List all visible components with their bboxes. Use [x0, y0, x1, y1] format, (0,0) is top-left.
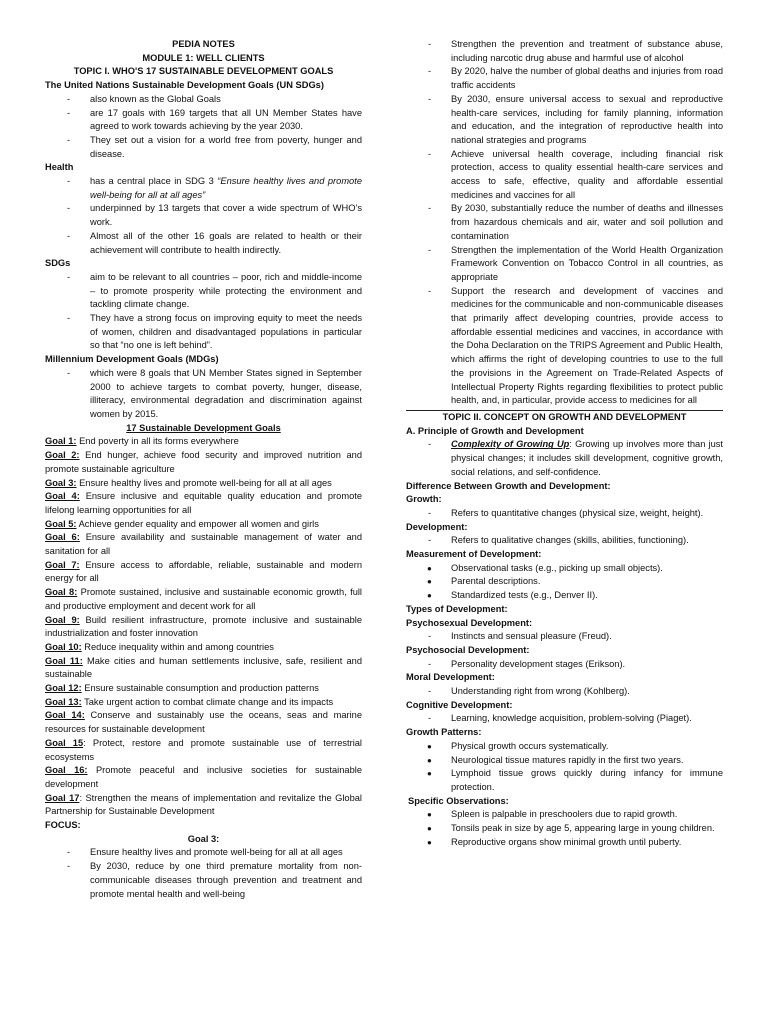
- goal-item: [45, 559, 362, 586]
- goal-item: [45, 682, 362, 696]
- complexity-label: Complexity of Growing Up: [451, 439, 570, 450]
- goal-text: Ensure healthy lives and promote well-being for all at all ages: [76, 477, 332, 488]
- goal-label: Goal 5:: [45, 518, 77, 529]
- module-title: MODULE 1: WELL CLIENTS: [142, 52, 265, 63]
- list-item: - are 17 goals with 169 targets that all UN Member States have agreed to work towards achieving by the year 2030.: [45, 107, 362, 134]
- cognitive-list: [406, 712, 723, 726]
- difference-heading: Difference Between Growth and Development:: [406, 480, 611, 491]
- topic-two-title: TOPIC II. CONCEPT ON GROWTH AND DEVELOPMENT: [442, 411, 687, 422]
- goal-item: [45, 449, 362, 476]
- goal-label: Goal 1:: [45, 436, 77, 447]
- goal-text: Achieve gender equality and empower all women and girls: [76, 518, 319, 529]
- goal-text: End poverty in all its forms everywhere: [76, 436, 239, 447]
- health-list: [45, 175, 362, 257]
- goal-label: Goal 12:: [45, 683, 82, 694]
- list-item: - which were 8 goals that UN Member States signed in September 2000 to achieve targets to combat poverty, hunger, disease, illiteracy, environmental degradation and discrimination against women by 2015.: [45, 367, 362, 422]
- goal-label: Goal 10:: [45, 641, 82, 652]
- list-item: ● Spleen is palpable in preschoolers due to rapid growth.: [406, 808, 723, 822]
- list-item-text: has a central place in SDG 3: [90, 176, 218, 187]
- goal-label: Goal 2:: [45, 450, 80, 461]
- goal-text: Ensure access to affordable, reliable, sustainable and modern energy for all: [45, 559, 362, 584]
- goal-text: Reduce inequality within and among countries: [81, 641, 274, 652]
- goal-item: [45, 737, 362, 764]
- goal-item: [45, 709, 362, 736]
- goal-item: [45, 586, 362, 613]
- goal-text: Build resilient infrastructure, promote inclusive and sustainable industrialization and foster innovation: [45, 614, 362, 639]
- list-item: - Strengthen the implementation of the World Health Organization Framework Convention on Tobacco Control in all countries, as appropriate: [406, 244, 723, 285]
- list-item: - Refers to qualitative changes (skills, abilities, functioning).: [406, 534, 723, 548]
- goal-item: [45, 764, 362, 791]
- goal-text: Make cities and human settlements inclusive, safe, resilient and sustainable: [45, 655, 362, 680]
- list-item: ● Lymphoid tissue grows quickly during infancy for immune protection.: [406, 767, 723, 794]
- cognitive-heading: Cognitive Development:: [406, 699, 513, 710]
- goal-label: Goal 11:: [45, 655, 83, 666]
- list-item: ● Tonsils peak in size by age 5, appearing large in young children.: [406, 822, 723, 836]
- sdgs-heading: SDGs: [45, 258, 71, 269]
- goal-item: [45, 490, 362, 517]
- goal-text: End hunger, achieve food security and improved nutrition and promote sustainable agriculture: [45, 450, 362, 474]
- psychosocial-list: [406, 658, 723, 672]
- list-item: ● Neurological tissue matures rapidly in the first two years.: [406, 754, 723, 768]
- mdgs-list: [45, 367, 362, 422]
- list-item: - By 2030, substantially reduce the number of deaths and illnesses from hazardous chemicals and air, water and soil pollution and contamination: [406, 202, 723, 243]
- goal-text: Ensure inclusive and equitable quality education and promote lifelong learning opportunities for all: [45, 491, 362, 515]
- goal-text: Ensure sustainable consumption and production patterns: [81, 683, 319, 694]
- goal-item: [45, 655, 362, 682]
- goal-label: Goal 8:: [45, 587, 78, 598]
- goal-text: : Protect, restore and promote sustainable use of terrestrial ecosystems: [45, 737, 362, 762]
- growth-patterns-heading: Growth Patterns:: [406, 727, 482, 738]
- goal-text: Promote peaceful and inclusive societies for sustainable development: [45, 765, 362, 789]
- list-item: - By 2030, reduce by one third premature mortality from non-communicable diseases through prevention and treatment and promote mental health and well-being: [45, 860, 362, 901]
- list-item: - By 2030, ensure universal access to sexual and reproductive health-care services, including for family planning, information and education, and the integration of reproductive health into national strategies and programs: [406, 93, 723, 148]
- list-item: - Learning, knowledge acquisition, problem-solving (Piaget).: [406, 712, 723, 726]
- list-item: - Understanding right from wrong (Kohlberg).: [406, 685, 723, 699]
- goal-item: [45, 435, 362, 449]
- goal3-continued-list: [406, 38, 723, 408]
- psychosexual-heading: Psychosexual Development:: [406, 617, 533, 628]
- list-item: [45, 175, 362, 202]
- list-item: - Ensure healthy lives and promote well-being for all at all ages: [45, 846, 362, 860]
- list-item: - also known as the Global Goals: [45, 93, 362, 107]
- goal-label: Goal 7:: [45, 559, 80, 570]
- goal3-heading: Goal 3:: [187, 833, 220, 844]
- goal-label: Goal 3:: [45, 477, 77, 488]
- goal-label: Goal 13:: [45, 696, 82, 707]
- goal-item: [45, 614, 362, 641]
- list-item: ● Physical growth occurs systematically.: [406, 740, 723, 754]
- document-title: PEDIA NOTES: [172, 39, 235, 49]
- moral-list: [406, 685, 723, 699]
- goal-text: Promote sustained, inclusive and sustainable economic growth, full and productive employment and decent work for all: [45, 587, 363, 611]
- list-item: [406, 438, 723, 479]
- goal-label: Goal 17: [45, 792, 80, 803]
- goals-heading: 17 Sustainable Development Goals: [126, 422, 281, 433]
- un-sdgs-list: [45, 93, 362, 162]
- psychosexual-list: [406, 630, 723, 644]
- list-item: ● Parental descriptions.: [406, 575, 723, 589]
- goal-item: [45, 477, 362, 491]
- goal-text: : Strengthen the means of implementation and revitalize the Global Partnership for Sustainable Development: [45, 792, 362, 817]
- goal-item: [45, 531, 362, 558]
- un-sdgs-heading: The United Nations Sustainable Development Goals (UN SDGs): [45, 80, 324, 91]
- goal-text: Ensure availability and sustainable management of water and sanitation for all: [45, 532, 362, 557]
- goal-label: Goal 16:: [45, 765, 88, 776]
- goal-text: Conserve and sustainably use the oceans, seas and marine resources for sustainable development: [45, 710, 362, 735]
- focus-heading: FOCUS:: [45, 820, 81, 831]
- list-item: - They have a strong focus on improving equity to meet the needs of women, children and disadvantaged populations in particular so that “no one is left behind”.: [45, 312, 362, 353]
- health-heading: Health: [45, 162, 74, 173]
- growth-patterns-list: [406, 740, 723, 795]
- list-item: - Refers to quantitative changes (physical size, weight, height).: [406, 507, 723, 521]
- moral-heading: Moral Development:: [406, 672, 495, 683]
- psychosocial-heading: Psychosocial Development:: [406, 644, 530, 655]
- goal-label: Goal 14:: [45, 710, 85, 721]
- goal-item: [45, 518, 362, 532]
- list-item: - Almost all of the other 16 goals are related to health or their achievement will contribute to health indirectly.: [45, 230, 362, 257]
- list-item: - aim to be relevant to all countries – poor, rich and middle-income – to promote prosperity while protecting the environment and tackling climate change.: [45, 271, 362, 312]
- complexity-text: : Growing up involves more than just physical changes; it includes skill development, cognitive growth, social relations, and self-confidence.: [451, 439, 723, 477]
- specific-observations-list: [406, 808, 723, 849]
- goal-item: [45, 641, 362, 655]
- topic-one-title: TOPIC I. WHO'S 17 SUSTAINABLE DEVELOPMENT GOALS: [73, 66, 334, 77]
- goal-label: Goal 15: [45, 737, 84, 748]
- list-item: ● Reproductive organs show minimal growth until puberty.: [406, 836, 723, 850]
- list-item: - By 2020, halve the number of global deaths and injuries from road traffic accidents: [406, 65, 723, 92]
- list-item: - They set out a vision for a world free from poverty, hunger and disease.: [45, 134, 362, 161]
- development-list: [406, 534, 723, 548]
- principle-list: [406, 438, 723, 479]
- list-item: - Strengthen the prevention and treatment of substance abuse, including narcotic drug abuse and harmful use of alcohol: [406, 38, 723, 65]
- goal-label: Goal 9:: [45, 614, 80, 625]
- list-item: ● Standardized tests (e.g., Denver II).: [406, 589, 723, 603]
- list-item: - Achieve universal health coverage, including financial risk protection, access to quality essential health-care services and access to safe, effective, quality and affordable essential medicines and vaccines for all: [406, 148, 723, 203]
- development-heading: Development:: [406, 521, 468, 532]
- growth-heading: Growth:: [406, 494, 442, 505]
- goal3-list: [45, 846, 362, 901]
- list-item: - Instincts and sensual pleasure (Freud).: [406, 630, 723, 644]
- list-item: - underpinned by 13 targets that cover a wide spectrum of WHO’s work.: [45, 202, 362, 229]
- list-item: - Personality development stages (Erikson).: [406, 658, 723, 672]
- sdg3-quote: “Ensure healthy lives and promote well-being for all at all ages”: [90, 176, 362, 200]
- goal-item: [45, 792, 362, 819]
- sdgs-list: [45, 271, 362, 353]
- goal-label: Goal 4:: [45, 491, 80, 502]
- measurement-heading: Measurement of Development:: [406, 549, 542, 560]
- left-column: [45, 38, 362, 901]
- list-item: ● Observational tasks (e.g., picking up small objects).: [406, 562, 723, 576]
- goal-item: [45, 696, 362, 710]
- specific-observations-heading: Specific Observations:: [408, 795, 509, 806]
- measurement-list: [406, 562, 723, 603]
- right-column: [406, 38, 723, 849]
- principle-heading: A. Principle of Growth and Development: [406, 425, 584, 436]
- goal-label: Goal 6:: [45, 532, 80, 543]
- types-heading: Types of Development:: [406, 603, 508, 614]
- list-item: - Support the research and development of vaccines and medicines for the communicable and non-communicable diseases that primarily affect developing countries, provide access to affordable essential medicines and vaccines, in accordance with the Doha Declaration on the TRIPS Agreement and Public Health, which affirms the right of developing countries to use to the full the provisions in the Agreement on Trade-Related Aspects of Intellectual Property Rights regarding flexibilities to protect public health, and, in particular, provide access to medicines for all: [406, 285, 723, 408]
- mdgs-heading: Millennium Development Goals (MDGs): [45, 354, 219, 365]
- growth-list: [406, 507, 723, 521]
- goal-text: Take urgent action to combat climate change and its impacts: [81, 696, 334, 707]
